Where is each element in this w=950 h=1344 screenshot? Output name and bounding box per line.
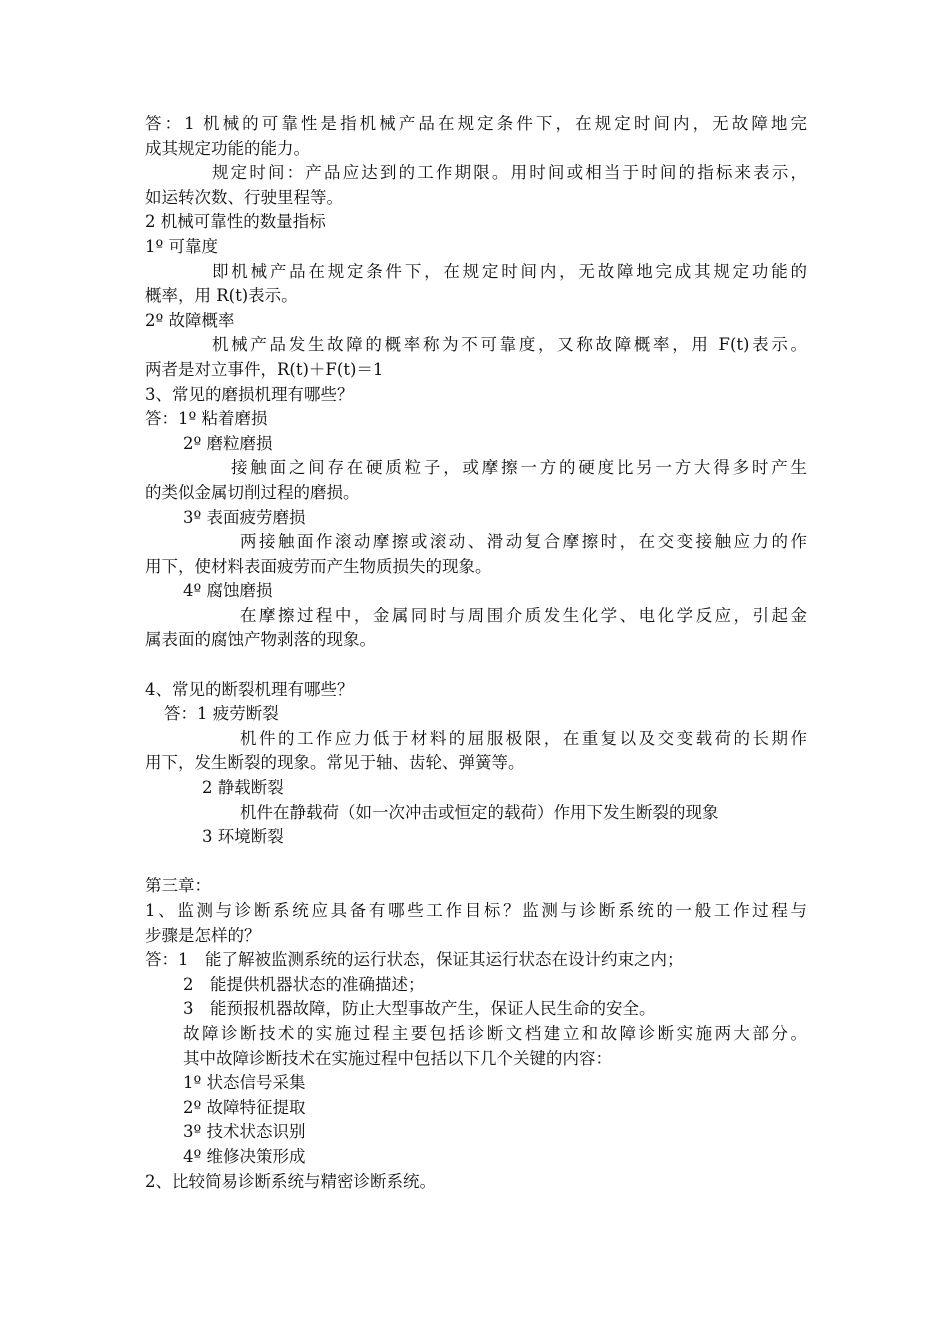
answer-line: 答：1 能了解被监测系统的运行状态，保证其运行状态在设计约束之内； xyxy=(145,950,684,970)
question-heading: 3、常见的磨损机理有哪些？ xyxy=(145,384,354,404)
text-line: 的类似金属切削过程的磨损。 xyxy=(145,482,360,502)
text-line: 用下，发生断裂的现象。常见于轴、齿轮、弹簧等。 xyxy=(145,753,525,773)
text-line: 答：1 机械的可靠性是指机械产品在规定条件下，在规定时间内，无故障地完 xyxy=(145,114,807,133)
list-item: 2 静载断裂 xyxy=(202,778,284,798)
text-line: 机件在静载荷（如一次冲击或恒定的载荷）作用下发生断裂的现象 xyxy=(240,802,719,822)
text-line: 在摩擦过程中，金属同时与周围介质发生化学、电化学反应，引起金 xyxy=(240,605,807,625)
list-item: 4º 腐蚀磨损 xyxy=(183,581,273,601)
list-item: 1º 状态信号采集 xyxy=(183,1073,306,1093)
question-heading: 4、常见的断裂机理有哪些？ xyxy=(145,679,354,699)
question-heading: 1、监测与诊断系统应具备有哪些工作目标？监测与诊断系统的一般工作过程与 xyxy=(145,901,807,920)
text-line: 成其规定功能的能力。 xyxy=(145,138,310,158)
text-line: 即机械产品在规定条件下，在规定时间内，无故障地完成其规定功能的 xyxy=(212,261,807,281)
text-line: 机件的工作应力低于材料的屈服极限，在重复以及交变载荷的长期作 xyxy=(240,728,807,748)
list-item: 3 能预报机器故障，防止大型事故产生，保证人民生命的安全。 xyxy=(183,999,656,1019)
answer-line: 答：1 疲劳断裂 xyxy=(164,704,279,724)
text-line: 用下，使材料表面疲劳而产生物质损失的现象。 xyxy=(145,556,492,576)
list-item: 3º 技术状态识别 xyxy=(183,1122,306,1142)
text-line: 概率，用 R(t)表示。 xyxy=(145,286,298,306)
text-line: 机械产品发生故障的概率称为不可靠度，又称故障概率，用 F(t)表示。 xyxy=(212,335,807,355)
list-item: 2º 故障特征提取 xyxy=(183,1097,306,1117)
text-line: 其中故障诊断技术在实施过程中包括以下几个关键的内容： xyxy=(183,1048,612,1068)
list-item: 3º 表面疲劳磨损 xyxy=(183,507,306,527)
list-item: 2º 磨粒磨损 xyxy=(183,433,273,453)
text-line: 接触面之间存在硬质粒子，或摩擦一方的硬度比另一方大得多时产生 xyxy=(231,458,807,478)
chapter-heading: 第三章： xyxy=(145,876,211,896)
blank-line xyxy=(145,653,807,678)
text-line: 规定时间：产品应达到的工作期限。用时间或相当于时间的指标来表示， xyxy=(212,163,807,183)
text-line: 两者是对立事件，R(t)＋F(t)＝1 xyxy=(145,359,384,379)
list-item: 2º 故障概率 xyxy=(145,310,235,330)
text-line: 两接触面作滚动摩擦或滚动、滑动复合摩擦时，在交变接触应力的作 xyxy=(240,532,807,552)
text-line: 如运转次数、行驶里程等。 xyxy=(145,187,343,207)
section-heading: 2 机械可靠性的数量指标 xyxy=(145,212,326,232)
list-item: 1º 可靠度 xyxy=(145,236,219,256)
text-line: 步骤是怎样的？ xyxy=(145,925,261,945)
text-line: 故障诊断技术的实施过程主要包括诊断文档建立和故障诊断实施两大部分。 xyxy=(183,1023,807,1043)
blank-line xyxy=(145,850,807,875)
question-heading: 2、比较简易诊断系统与精密诊断系统。 xyxy=(145,1171,436,1191)
text-line: 属表面的腐蚀产物剥落的现象。 xyxy=(145,630,376,650)
answer-line: 答：1º 粘着磨损 xyxy=(145,409,268,429)
list-item: 4º 维修决策形成 xyxy=(183,1146,306,1166)
list-item: 2 能提供机器状态的准确描述； xyxy=(183,974,425,994)
list-item: 3 环境断裂 xyxy=(202,827,284,847)
